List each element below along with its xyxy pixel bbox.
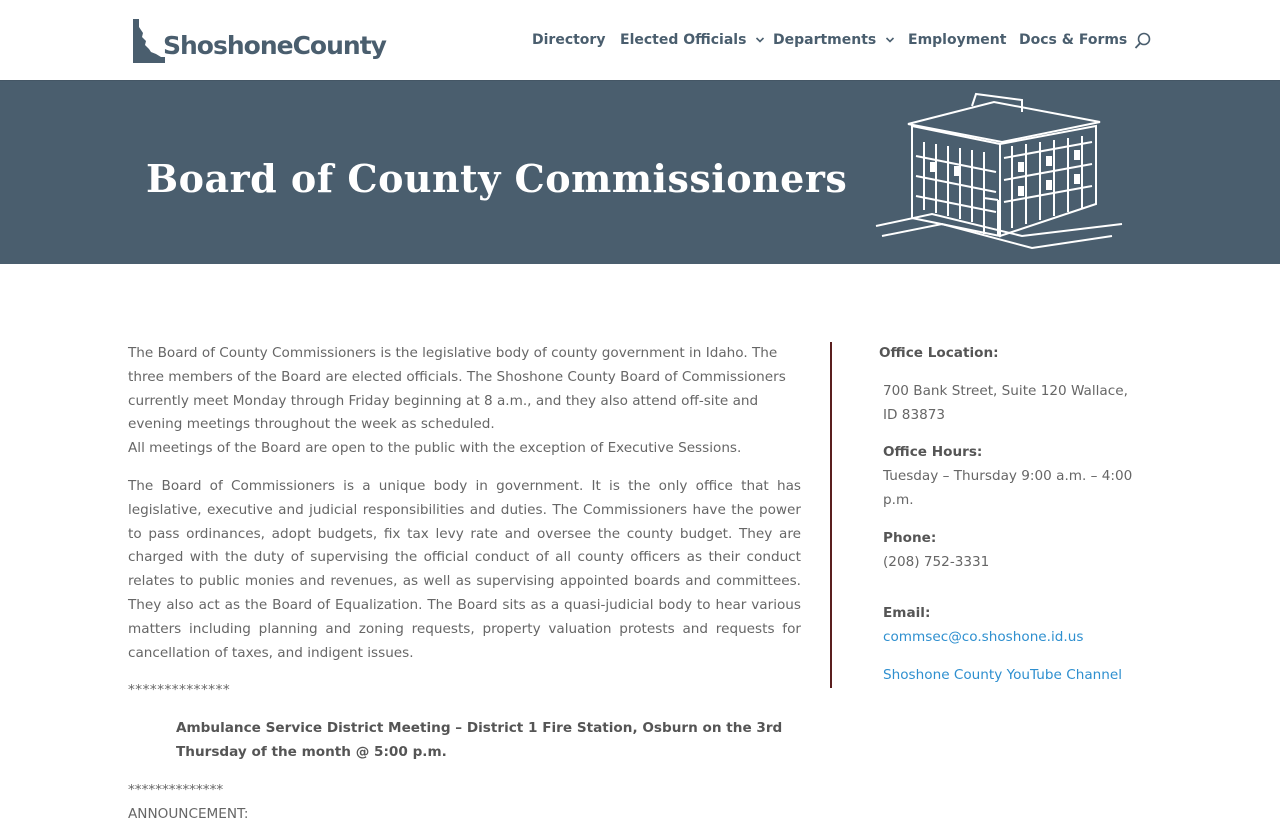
office-location-value: 700 Bank Street, Suite 120 Wallace, ID 83873 [883, 382, 1128, 423]
site-header [0, 0, 1280, 80]
office-info-sidebar [879, 342, 1139, 688]
office-hours-value: Tuesday – Thursday 9:00 a.m. – 4:00 p.m. [883, 468, 1133, 508]
office-hours-label: Office Hours: [883, 444, 983, 461]
chevron-down-icon [754, 34, 766, 46]
main-content [128, 342, 801, 826]
nav-directory-label: Directory [532, 32, 606, 48]
intro-paragraph: The Board of County Commissioners is the legislative body of county government in Idaho. The three members of the Board are elected officials. The Shoshone County Board of Commissioners currently meet Monday through Friday beginning at 8 a.m., and they also attend off-site and evening meetings throughout the week as scheduled. [128, 345, 786, 433]
nav-departments-label: Departments [773, 32, 877, 48]
courthouse-illustration-icon [872, 86, 1128, 258]
announcement-heading: ANNOUNCEMENT: [128, 805, 249, 822]
nav-elected-officials-label: Elected Officials [620, 32, 747, 48]
phone-value: (208) 752-3331 [883, 553, 990, 570]
public-meetings-text: All meetings of the Board are open to the public with the exception of Executive Sessions. [128, 440, 742, 457]
nav-employment-label: Employment [908, 32, 1007, 48]
nav-docs-forms-label: Docs & Forms [1019, 32, 1128, 48]
email-label: Email: [883, 605, 931, 622]
site-logo-text: ShoshoneCounty [163, 30, 386, 60]
board-description-paragraph: The Board of Commissioners is a unique body in government. It is the only office that has legislative, executive and judicial responsibilities and duties. The Commissioners have the power to pass ordinances, adopt budgets, fix tax levy rate and oversee the county budget. They are charged with the duty of supervising the official conduct of all county officers as their conduct relates to public monies and revenues, as well as supervising appointed boards and committees. They also act as the Board of Equalization. The Board sits as a quasi-judicial body to hear various matters including planning and zoning requests, property valuation protests and requests for cancellation of taxes, and indigent issues. [128, 477, 801, 661]
separator-stars: ************** [128, 682, 231, 699]
nav-departments[interactable] [773, 32, 896, 48]
phone-label: Phone: [883, 529, 937, 546]
email-link[interactable]: commsec@co.shoshone.id.us [883, 629, 1084, 646]
office-location-label: Office Location: [879, 345, 999, 361]
nav-employment[interactable] [908, 32, 1006, 48]
nav-elected-officials[interactable] [620, 32, 766, 48]
separator-stars: ************** [128, 781, 224, 798]
nav-docs-forms[interactable] [1019, 32, 1127, 48]
search-icon[interactable] [1133, 31, 1153, 51]
youtube-channel-link[interactable]: Shoshone County YouTube Channel [883, 666, 1123, 683]
site-logo[interactable] [131, 18, 391, 64]
ambulance-meeting-notice: Ambulance Service District Meeting – District 1 Fire Station, Osburn on the 3rd Thursday of the month @ 5:00 p.m. [176, 720, 783, 760]
vertical-divider [830, 342, 832, 688]
chevron-down-icon [884, 34, 896, 46]
idaho-state-shape-icon [131, 19, 167, 63]
nav-directory[interactable] [532, 32, 605, 48]
page-banner [0, 80, 1280, 264]
page-title: Board of County Commissioners [146, 156, 848, 201]
